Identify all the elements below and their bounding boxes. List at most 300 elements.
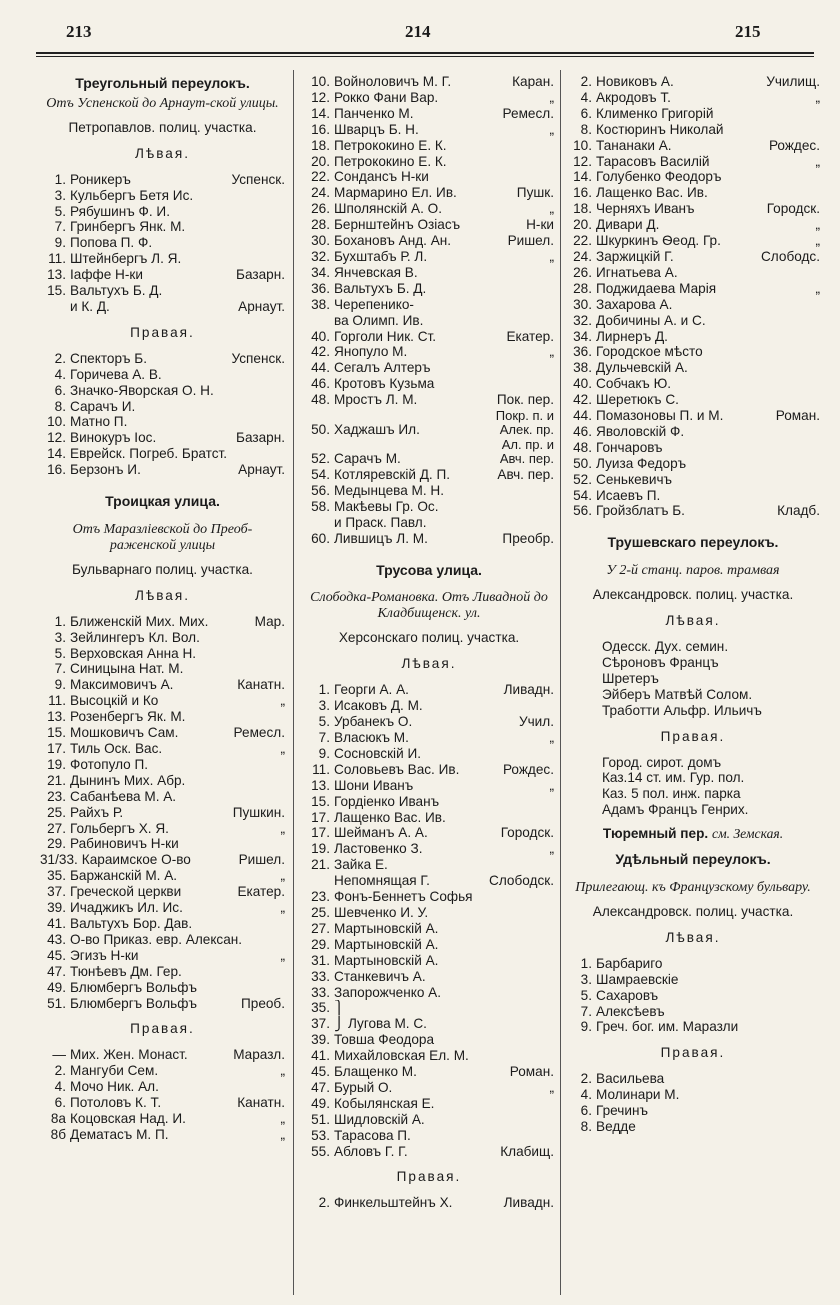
- list-item: [566, 106, 820, 122]
- list-item: [566, 297, 820, 313]
- list-item: [40, 383, 285, 399]
- house-number: 2.: [580, 74, 592, 89]
- house-number: 5.: [318, 714, 330, 730]
- owner-name: Рокко Фани Вар.: [334, 89, 439, 105]
- list-item: [566, 472, 820, 488]
- list-item: [304, 483, 554, 499]
- house-number: 48.: [311, 392, 330, 408]
- street-subtitle: Слободка-Романовка. Отъ Ливадной до Кладбищенск. ул.: [310, 590, 548, 622]
- cross-street: Екатер.: [506, 328, 554, 344]
- list-item: [40, 630, 285, 646]
- house-number: 33.: [311, 968, 330, 984]
- list-item: [566, 956, 820, 972]
- house-number: 9.: [54, 235, 66, 251]
- house-number: 53.: [311, 1127, 330, 1143]
- list-item: [304, 1064, 554, 1080]
- owner-name: Спекторъ Б.: [70, 350, 148, 366]
- house-number: 31/33.: [40, 852, 78, 868]
- list-item: [566, 392, 820, 408]
- house-number: 28.: [573, 280, 592, 296]
- list-item-continuation: [304, 515, 554, 531]
- street-subtitle: У 2-й станц. паров. трамвая: [606, 563, 780, 579]
- cross-street-line: Покр. п. и: [495, 409, 554, 424]
- owner-name: Голубенко Феодоръ: [596, 169, 722, 185]
- owner-name: Роникеръ: [70, 171, 131, 187]
- house-number: 47.: [311, 1079, 330, 1095]
- house-number: 27.: [311, 920, 330, 936]
- house-number: 28.: [311, 217, 330, 233]
- list-item: [304, 762, 554, 778]
- spacer: [40, 1011, 285, 1019]
- list-item: [304, 841, 554, 857]
- list-item: [40, 980, 285, 996]
- spacer: [566, 818, 820, 826]
- cross-street: Рождес.: [768, 137, 820, 153]
- list-item: Каз.14 ст. им. Гур. пол.: [602, 770, 745, 786]
- owner-name: Тюнѣевъ Дм. Гер.: [70, 963, 182, 979]
- owner-name: Гречинъ: [596, 1103, 648, 1119]
- owner-name: Горголи Ник. Ст.: [334, 328, 437, 344]
- list-item: [304, 1080, 554, 1096]
- street-subtitle: Прилегающ. къ Французскому бульвару.: [575, 879, 811, 895]
- list-item: [304, 233, 554, 249]
- house-number: 29.: [311, 936, 330, 952]
- list-item: [40, 1111, 285, 1127]
- house-number: 5.: [54, 645, 66, 661]
- list-item: [566, 249, 820, 265]
- house-number: 2.: [54, 1063, 66, 1079]
- cross-street: „: [815, 280, 820, 296]
- house-number: 15.: [47, 283, 66, 299]
- house-number: 13.: [47, 267, 66, 283]
- list-item: [304, 329, 554, 345]
- cross-street: Клабищ.: [500, 1143, 554, 1159]
- owner-name: ва Олимп. Ив.: [334, 312, 424, 328]
- cross-street: Ришел.: [238, 852, 285, 868]
- house-number: 17.: [47, 741, 66, 756]
- house-number: 30.: [311, 233, 330, 249]
- owner-name: Помазоновы П. и М.: [596, 408, 724, 424]
- house-number: 23.: [47, 788, 66, 804]
- owner-name: Медынцева М. Н.: [334, 482, 445, 498]
- owner-name: Шони Иванъ: [334, 777, 414, 793]
- list-item: [304, 969, 554, 985]
- list-item: [304, 265, 554, 281]
- cross-street: Базарн.: [236, 430, 285, 446]
- house-number: 51.: [311, 1111, 330, 1127]
- owner-name: Петрококино Е. К.: [334, 153, 447, 169]
- owner-name: Матно П.: [70, 414, 128, 430]
- cross-street: Училищ.: [766, 74, 820, 89]
- owner-name: Іаффе Н-ки: [70, 267, 143, 283]
- owner-name: Кульбергъ Бетя Ис.: [70, 187, 194, 203]
- owner-name: Еврейск. Погреб. Братст.: [70, 446, 228, 462]
- owner-name: Котляревскій Д. П.: [334, 467, 451, 483]
- cross-street-line: Авч. пер.: [499, 451, 554, 467]
- owner-name: Вальтухъ Б. Д.: [70, 283, 163, 299]
- house-number: 7.: [318, 730, 330, 745]
- house-number: 60.: [311, 530, 330, 546]
- house-number: 4.: [580, 1087, 592, 1103]
- list-item: [304, 106, 554, 122]
- list-item-continuation: [40, 299, 285, 315]
- list-item: [566, 90, 820, 106]
- house-number: 45.: [47, 947, 66, 963]
- owner-name: Берзонъ И.: [70, 462, 141, 478]
- spacer: [566, 896, 820, 904]
- owner-name: Рябушинъ Ф. И.: [70, 203, 170, 219]
- list-item: [566, 217, 820, 233]
- house-number: 42.: [573, 392, 592, 408]
- house-number: 22.: [311, 169, 330, 185]
- spacer: [566, 555, 820, 563]
- list-item: [40, 646, 285, 662]
- house-number: 8.: [54, 398, 66, 414]
- owner-name: Дематасъ М. П.: [70, 1126, 169, 1142]
- house-number: 27.: [47, 820, 66, 836]
- cross-street: Маразл.: [233, 1047, 285, 1063]
- owner-name: Исаковъ Д. М.: [334, 698, 423, 714]
- list-item: Тработти Альфр. Ильичъ: [602, 702, 762, 718]
- owner-name: Запорожченко А.: [334, 984, 442, 1000]
- house-number: 37.: [47, 884, 66, 900]
- owner-name: Фонъ-Беннетъ Софья: [334, 889, 473, 905]
- street-title: Удѣльный переулокъ.: [615, 851, 771, 868]
- owner-name: Блюмбергъ Вольфъ: [70, 979, 197, 995]
- owner-name: Баржанскій М. А.: [70, 868, 178, 884]
- owner-name: Лащенко Вас. Ив.: [334, 809, 446, 825]
- house-number: 3.: [54, 629, 66, 645]
- spacer: [40, 1039, 285, 1047]
- list-item: [566, 408, 820, 424]
- house-number: 4.: [580, 89, 592, 105]
- owner-name: Греческой церкви: [70, 884, 182, 900]
- owner-name: Горичева А. В.: [70, 366, 162, 382]
- owner-name: Панченко М.: [334, 105, 414, 121]
- house-number: 9.: [580, 1019, 592, 1035]
- list-item: [566, 1004, 820, 1020]
- owner-name: Мангуби Сем.: [70, 1063, 159, 1079]
- house-number: 6.: [54, 1095, 66, 1111]
- spacer: [40, 554, 285, 562]
- cross-street: „: [549, 344, 554, 360]
- spacer: [304, 547, 554, 561]
- list-item: [566, 154, 820, 170]
- owner-name: Ведде: [596, 1118, 636, 1134]
- house-number: 17.: [311, 825, 330, 841]
- house-number: 48.: [573, 439, 592, 455]
- list-item: [304, 297, 554, 313]
- cross-street-line: Ал. пр. и: [501, 438, 554, 453]
- spacer: [304, 582, 554, 590]
- owner-name: Караимское О-во: [81, 852, 191, 868]
- cross-street: „: [815, 217, 820, 233]
- side-heading: Лѣвая.: [134, 587, 191, 603]
- cross-street: Екатер.: [237, 884, 285, 900]
- cross-street: „: [280, 693, 285, 709]
- cross-street: [494, 438, 554, 466]
- house-number: 2.: [580, 1071, 592, 1087]
- list-item: [40, 462, 285, 478]
- owner-name: Потоловъ К. Т.: [70, 1095, 162, 1111]
- owner-name: Блюмбергъ Вольфъ: [70, 995, 197, 1011]
- house-number: 36.: [573, 344, 592, 360]
- owner-name: Мошковичъ Сам.: [70, 725, 179, 741]
- spacer: [304, 1187, 554, 1195]
- cross-street: Ливадн.: [503, 1195, 554, 1211]
- cross-street: „: [280, 947, 285, 963]
- list-item: [40, 789, 285, 805]
- owner-name: Синицына Нат. М.: [70, 661, 184, 677]
- house-number: 5.: [580, 987, 592, 1003]
- owner-name: Гройзблатъ Б.: [596, 503, 685, 519]
- list-item: [40, 367, 285, 383]
- side-heading: Правая.: [660, 728, 726, 744]
- owner-name: Бохановъ Анд. Ан.: [334, 233, 452, 249]
- house-number: 2.: [318, 1195, 330, 1211]
- house-number: 7.: [54, 219, 66, 235]
- house-number: 3.: [318, 698, 330, 714]
- list-item: [40, 283, 285, 299]
- owner-name: Сарачъ М.: [334, 451, 401, 467]
- owner-name: Сенькевичъ: [596, 471, 673, 487]
- house-number: 15.: [311, 793, 330, 809]
- owner-name: Ближенскій Мих. Мих.: [70, 613, 209, 629]
- house-number: 15.: [47, 725, 66, 741]
- house-number: 13.: [311, 777, 330, 793]
- house-number: 14.: [573, 169, 592, 185]
- owner-name: Барбариго: [596, 955, 663, 971]
- owner-name: Шеретюкъ С.: [596, 392, 679, 408]
- cross-street: [490, 409, 554, 437]
- spacer: [40, 478, 285, 492]
- owner-name: Мартыновскій А.: [334, 920, 439, 936]
- list-item: [304, 1128, 554, 1144]
- spacer: [40, 514, 285, 522]
- list-item: [304, 169, 554, 185]
- list-item: [304, 714, 554, 730]
- owner-name: Мартыновскій А.: [334, 936, 439, 952]
- spacer: [566, 872, 820, 880]
- house-number: 10.: [47, 414, 66, 430]
- owner-name: Станкевичъ А.: [334, 968, 426, 984]
- owner-name: Мочо Ник. Ал.: [70, 1079, 159, 1095]
- house-number: 19.: [311, 841, 330, 857]
- house-number: 24.: [311, 185, 330, 201]
- owner-name: Захарова А.: [596, 296, 673, 312]
- owner-name: Новиковъ А.: [596, 74, 674, 89]
- house-number: 35.: [311, 1000, 330, 1016]
- owner-name: Зейлингеръ Кл. Вол.: [70, 629, 200, 645]
- list-item: Город. сирот. домъ: [602, 754, 722, 770]
- list-item: [304, 531, 554, 547]
- house-number: 56.: [573, 503, 592, 519]
- column-divider: [293, 70, 294, 1295]
- list-item: [40, 172, 285, 188]
- spacer: [566, 519, 820, 533]
- cross-street: „: [549, 1079, 554, 1095]
- house-number: 38.: [311, 296, 330, 312]
- house-number: 44.: [573, 408, 592, 424]
- owner-name: Михайловская Ел. М.: [334, 1048, 469, 1064]
- spacer: [566, 920, 820, 928]
- list-item: [304, 1032, 554, 1048]
- cross-street: Городск.: [766, 201, 820, 217]
- list-item: [40, 1047, 285, 1063]
- cross-street: „: [280, 741, 285, 756]
- owner-name: Значко-Яворская О. Н.: [70, 382, 214, 398]
- street-subtitle: Отъ Успенской до Арнаут-ской улицы.: [46, 95, 279, 111]
- house-number: 19.: [47, 756, 66, 772]
- list-item: [40, 188, 285, 204]
- owner-name: Шполянскій А. О.: [334, 201, 442, 217]
- house-number: 26.: [311, 201, 330, 217]
- owner-name: Гордіенко Иванъ: [334, 793, 440, 809]
- list-item: [40, 1079, 285, 1095]
- cross-street: Слободс.: [760, 248, 820, 264]
- owner-name: Добичины А. и С.: [596, 312, 706, 328]
- spacer: [566, 719, 820, 727]
- house-number: 40.: [573, 376, 592, 392]
- owner-name: Городское мѣсто: [596, 344, 703, 360]
- owner-name: Розенбергъ Як. М.: [70, 709, 186, 725]
- owner-name: Высоцкій и Ко: [70, 693, 159, 709]
- list-item: [566, 424, 820, 440]
- list-item: [566, 360, 820, 376]
- list-item: [566, 122, 820, 138]
- house-number: 46.: [311, 376, 330, 392]
- spacer: [566, 1063, 820, 1071]
- cross-street: Н-ки: [526, 217, 554, 233]
- house-number: 55.: [311, 1143, 330, 1159]
- house-number: 4.: [54, 366, 66, 382]
- house-number: 54.: [311, 467, 330, 483]
- owner-name: Яволовскій Ф.: [596, 423, 685, 439]
- list-item: [40, 836, 285, 852]
- owner-name: Штейнбергъ Л. Я.: [70, 251, 182, 267]
- house-number: 17.: [311, 809, 330, 825]
- house-number: 49.: [47, 979, 66, 995]
- house-number: 39.: [311, 1032, 330, 1048]
- list-item: [40, 852, 285, 868]
- list-item: [304, 409, 554, 437]
- owner-name: Гольбергъ Х. Я.: [70, 820, 169, 836]
- owner-name: Дульчевскій А.: [596, 360, 688, 376]
- house-number: 52.: [311, 451, 330, 467]
- owner-name: Мармарино Ел. Ив.: [334, 185, 457, 201]
- owner-name: Бернштейнъ Озіасъ: [334, 217, 461, 233]
- list-item: [566, 265, 820, 281]
- list-item: [304, 953, 554, 969]
- list-item: [40, 430, 285, 446]
- cross-street: „: [549, 777, 554, 793]
- house-number: 12.: [311, 89, 330, 105]
- spacer: [566, 579, 820, 587]
- cross-street: Пок. пер.: [496, 392, 554, 408]
- cross-street: „: [815, 233, 820, 249]
- spacer: [40, 315, 285, 323]
- list-item: [40, 219, 285, 235]
- list-item: [304, 857, 554, 873]
- owner-name: Сахаровъ: [596, 987, 659, 1003]
- house-number: 56.: [311, 482, 330, 498]
- house-number: 14.: [311, 105, 330, 121]
- list-item: [566, 329, 820, 345]
- house-number: 3.: [580, 971, 592, 987]
- owner-name: Мих. Жен. Монаст.: [70, 1047, 188, 1063]
- owner-name: Урбанекъ О.: [334, 714, 413, 730]
- list-item: [304, 825, 554, 841]
- cross-street: Ремесл.: [233, 725, 285, 741]
- house-number: 23.: [311, 889, 330, 905]
- house-number: 18.: [311, 137, 330, 153]
- house-number: 1.: [54, 171, 66, 187]
- list-item: [40, 805, 285, 821]
- house-number: 37.: [311, 1016, 330, 1032]
- cross-street: „: [549, 730, 554, 745]
- spacer: [40, 164, 285, 172]
- owner-name: Блащенко М.: [334, 1064, 417, 1080]
- list-item: [304, 438, 554, 466]
- house-number: 6.: [580, 105, 592, 121]
- police-district: Александровск. полиц. участка.: [592, 903, 794, 919]
- house-number: 58.: [311, 498, 330, 514]
- house-number: 21.: [311, 857, 330, 873]
- side-heading: Лѣвая.: [401, 656, 457, 672]
- owner-name: Зайка Е.: [334, 857, 388, 873]
- house-number: 14.: [47, 446, 66, 462]
- house-number: 7.: [54, 661, 66, 677]
- house-number: 41.: [47, 915, 66, 931]
- owner-name: Тиль Оск. Вас.: [70, 741, 163, 756]
- owner-name: ⎫: [334, 1000, 345, 1016]
- list-item: [40, 677, 285, 693]
- house-number: 32.: [311, 248, 330, 264]
- house-number: 8а: [50, 1110, 66, 1126]
- list-item: [40, 446, 285, 462]
- owner-name: Тананаки А.: [596, 137, 672, 153]
- list-item: [40, 204, 285, 220]
- page-number-left: 213: [66, 22, 92, 41]
- house-number: 52.: [573, 471, 592, 487]
- owner-name: Янопуло М.: [334, 344, 408, 360]
- owner-name: Лирнеръ Д.: [596, 328, 668, 344]
- owner-name: Вальтухъ Б. Д.: [334, 280, 427, 296]
- list-item: [304, 1144, 554, 1160]
- house-number: 13.: [47, 709, 66, 725]
- owner-name: Янчевская В.: [334, 264, 418, 280]
- cross-reference: [566, 826, 820, 842]
- list-item: [304, 937, 554, 953]
- house-number: 49.: [311, 1095, 330, 1111]
- cross-street: Арнаут.: [238, 298, 285, 314]
- cross-street: Пушк.: [516, 185, 554, 201]
- cross-street: „: [815, 89, 820, 105]
- list-item: [566, 344, 820, 360]
- cross-street: Слободск.: [489, 873, 554, 889]
- house-number: 54.: [573, 487, 592, 503]
- house-number: 11.: [48, 693, 66, 709]
- owner-name: Заржицкій Г.: [596, 248, 674, 264]
- list-item: [566, 233, 820, 249]
- owner-name: Гринбергъ Янк. М.: [70, 219, 186, 235]
- list-item: [566, 169, 820, 185]
- list-item: [304, 344, 554, 360]
- cross-street: Роман.: [509, 1064, 554, 1080]
- list-item: [304, 249, 554, 265]
- list-item: [304, 499, 554, 515]
- list-item: [40, 757, 285, 773]
